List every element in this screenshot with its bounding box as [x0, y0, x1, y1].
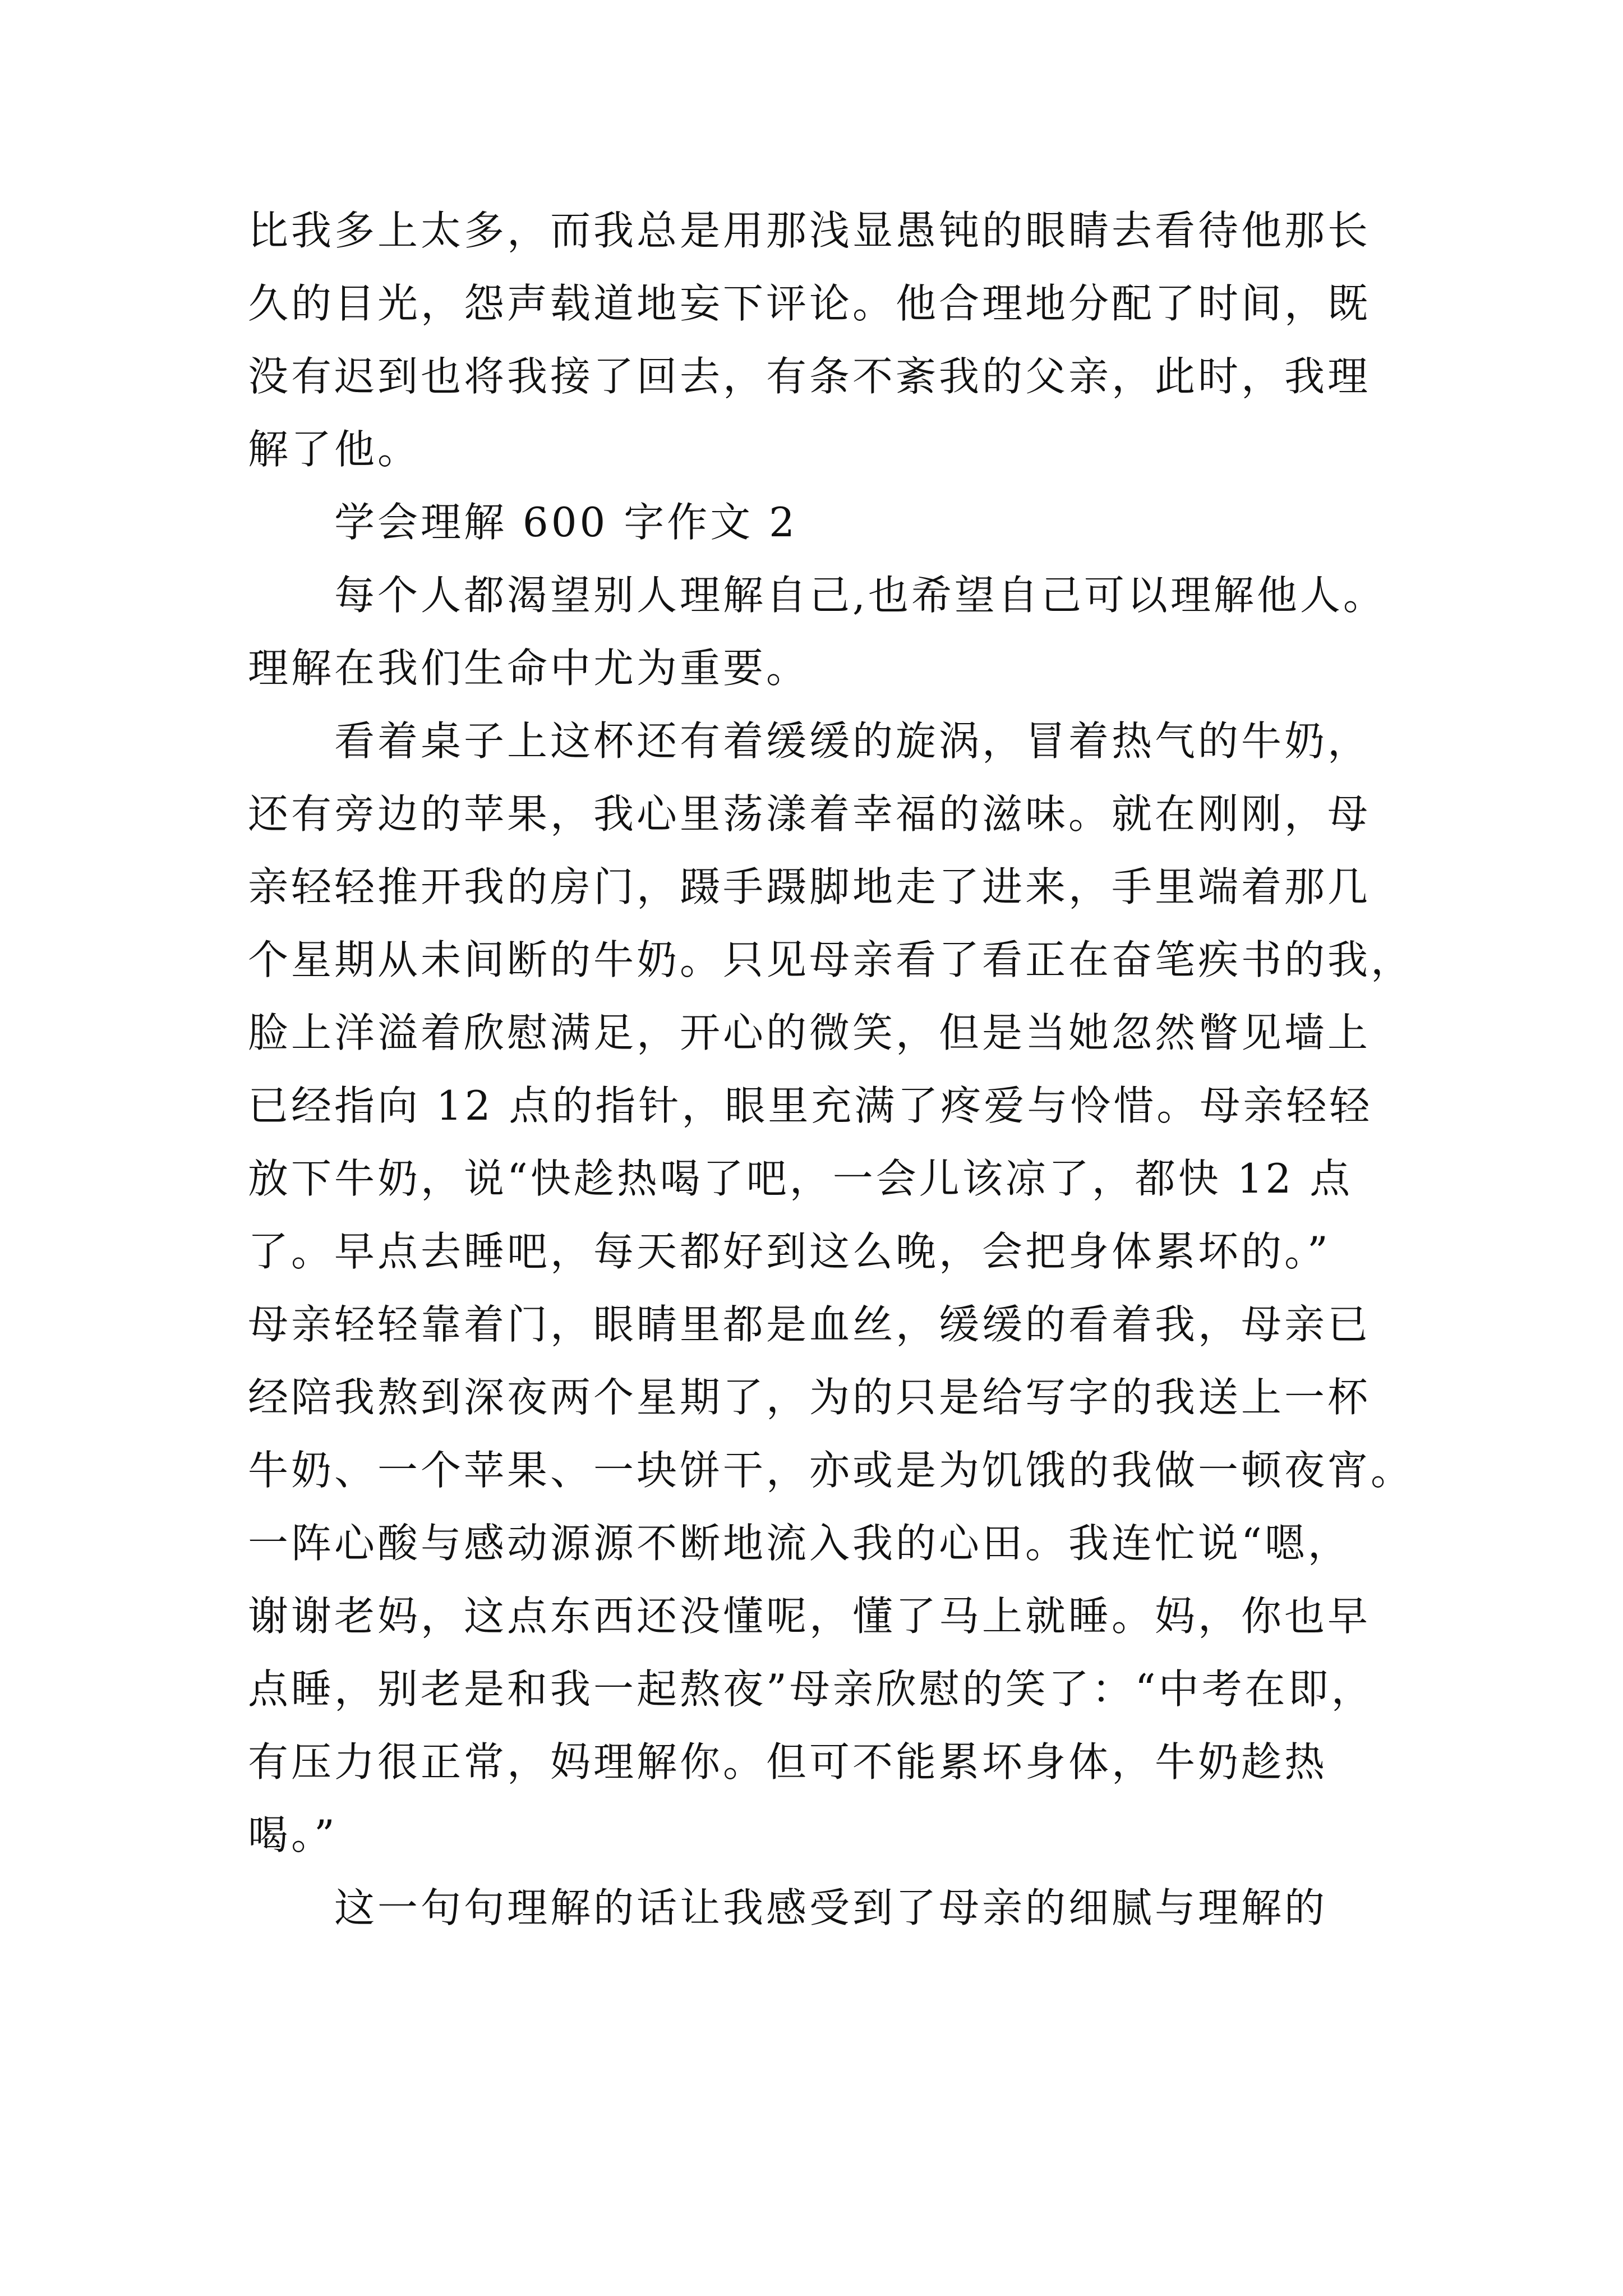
text-line: 这一句句理解的话让我感受到了母亲的细腻与理解的 — [334, 1884, 1328, 1931]
text-line: 一阵心酸与感动源源不断地流入我的心田。我连忙说“嗯， — [248, 1520, 1351, 1567]
text-line: 经陪我熬到深夜两个星期了，为的只是给写字的我送上一杯 — [248, 1374, 1371, 1421]
paragraph-2 — [248, 559, 1386, 705]
text-line: 脸上洋溢着欣慰满足，开心的微笑，但是当她忽然瞥见墙上 — [248, 1009, 1371, 1056]
text-line: 母亲轻轻靠着门，眼睛里都是血丝，缓缓的看着我，母亲已 — [248, 1301, 1371, 1348]
text-line: 已经指向 12 点的指针，眼里充满了疼爱与怜惜。母亲轻轻 — [248, 1082, 1373, 1129]
section-title — [248, 486, 1381, 559]
text-line: 看着桌子上这杯还有着缓缓的旋涡，冒着热气的牛奶， — [334, 717, 1371, 765]
text-line: 放下牛奶，说“快趁热喝了吧，一会儿该凉了，都快 12 点 — [248, 1155, 1353, 1202]
text-line: 了。早点去睡吧，每天都好到这么晚，会把身体累坏的。” — [248, 1228, 1331, 1275]
text-line: 比我多上太多，而我总是用那浅显愚钝的眼睛去看待他那长 — [248, 207, 1371, 254]
text-line: 理解在我们生命中尤为重要。 — [248, 645, 810, 692]
text-line: 亲轻轻推开我的房门，蹑手蹑脚地走了进来，手里端着那几 — [248, 863, 1371, 910]
text-line: 解了他。 — [248, 426, 421, 473]
text-line: 喝。” — [248, 1811, 338, 1858]
paragraph-4 — [248, 1871, 1381, 1944]
section-title-text: 学会理解 600 字作文 2 — [334, 499, 797, 546]
text-line: 个星期从未间断的牛奶。只见母亲看了看正在奋笔疾书的我， — [248, 936, 1414, 983]
text-line: 有压力很正常，妈理解你。但可不能累坏身体，牛奶趁热 — [248, 1738, 1328, 1786]
text-line: 谢谢老妈，这点东西还没懂呢，懂了马上就睡。妈，你也早 — [248, 1593, 1371, 1640]
text-line: 牛奶、一个苹果、一块饼干，亦或是为饥饿的我做一顿夜宵。 — [248, 1447, 1414, 1494]
text-line: 点睡，别老是和我一起熬夜”母亲欣慰的笑了：“中考在即， — [248, 1665, 1375, 1713]
document-body — [248, 194, 1414, 1944]
text-line: 每个人都渴望别人理解自己,也希望自己可以理解他人。 — [334, 572, 1386, 619]
text-line: 没有迟到也将我接了回去，有条不紊我的父亲，此时，我理 — [248, 353, 1371, 400]
text-line: 久的目光，怨声载道地妄下评论。他合理地分配了时间，既 — [248, 280, 1371, 327]
paragraph-3 — [248, 705, 1414, 1871]
text-line: 还有旁边的苹果，我心里荡漾着幸福的滋味。就在刚刚，母 — [248, 790, 1371, 838]
paragraph-1 — [248, 194, 1381, 486]
